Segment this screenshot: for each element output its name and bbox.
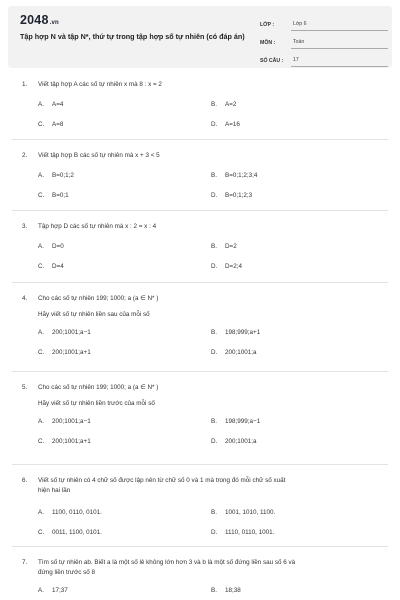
option-text: D=2;4 bbox=[225, 263, 242, 270]
option-text: 1110, 0110, 1001. bbox=[225, 529, 275, 536]
answer-option-b[interactable] bbox=[211, 171, 257, 181]
answer-option-b[interactable] bbox=[211, 100, 236, 110]
option-text: B=0;1;2 bbox=[52, 172, 74, 179]
question-number: 4. bbox=[22, 295, 28, 302]
meta-label: LỚP : bbox=[260, 22, 275, 28]
question-text bbox=[22, 294, 378, 304]
question-divider bbox=[12, 139, 388, 140]
question-line: Hãy viết số tự nhiên liền sau của mỗi số bbox=[38, 311, 150, 318]
option-text: D=2 bbox=[225, 243, 237, 250]
meta-label: SỐ CÂU : bbox=[260, 58, 284, 64]
question-number: 3. bbox=[22, 223, 28, 230]
meta-value: 17 bbox=[291, 57, 388, 67]
question-text bbox=[22, 80, 378, 90]
option-text: 1001, 1010, 1100. bbox=[225, 509, 276, 516]
logo-suffix: .vn bbox=[49, 20, 59, 26]
question-number: 6. bbox=[22, 477, 28, 484]
question-text bbox=[22, 476, 378, 486]
question-text bbox=[22, 151, 378, 161]
option-text: A=2 bbox=[225, 101, 237, 108]
option-letter: D. bbox=[211, 121, 218, 128]
option-letter: B. bbox=[211, 509, 217, 516]
option-letter: A. bbox=[38, 418, 44, 425]
question-subtext bbox=[22, 310, 378, 320]
question-subtext bbox=[22, 486, 378, 496]
meta-row-count bbox=[260, 49, 388, 67]
answer-option-a[interactable] bbox=[38, 100, 63, 110]
option-letter: A. bbox=[38, 172, 44, 179]
option-letter: D. bbox=[211, 263, 218, 270]
answer-option-c[interactable] bbox=[38, 262, 64, 272]
option-text: A=8 bbox=[52, 121, 64, 128]
option-letter: A. bbox=[38, 243, 44, 250]
option-letter: C. bbox=[38, 349, 45, 356]
option-letter: D. bbox=[211, 438, 218, 445]
option-text: B=0;1 bbox=[52, 192, 69, 199]
document-header bbox=[8, 6, 392, 68]
option-text: 200;1001;a−1 bbox=[52, 329, 91, 336]
answer-option-d[interactable] bbox=[211, 120, 240, 130]
answer-option-a[interactable] bbox=[38, 242, 64, 252]
question-number: 1. bbox=[22, 81, 28, 88]
answer-option-c[interactable] bbox=[38, 191, 69, 201]
question-divider bbox=[12, 371, 388, 372]
question-number: 5. bbox=[22, 384, 28, 391]
answer-option-b[interactable] bbox=[211, 242, 237, 252]
answer-option-d[interactable] bbox=[211, 437, 257, 447]
meta-value: Lớp 6 bbox=[291, 21, 388, 31]
answer-option-a[interactable] bbox=[38, 171, 74, 181]
option-text: 200;1001;a bbox=[225, 438, 257, 445]
option-text: 1100, 0110, 0101. bbox=[52, 509, 102, 516]
option-letter: C. bbox=[38, 263, 45, 270]
option-text: A=16 bbox=[225, 121, 240, 128]
logo-main: 2048 bbox=[20, 13, 49, 27]
option-text: 200;1001;a+1 bbox=[52, 438, 91, 445]
option-letter: B. bbox=[211, 243, 217, 250]
answer-option-c[interactable] bbox=[38, 528, 102, 538]
option-text: 200;1001;a−1 bbox=[52, 418, 91, 425]
answer-option-d[interactable] bbox=[211, 348, 257, 358]
question-line: Viết số tự nhiên có 4 chữ số được lập nên từ chữ số 0 và 1 mà trong đó mỗi chữ số xuất bbox=[38, 477, 286, 484]
option-letter: D. bbox=[211, 529, 218, 536]
question-line: Viết tập hợp A các số tự nhiên x mà 8 : x = 2 bbox=[38, 81, 162, 88]
question-line: Cho các số tự nhiên 199; 1000; a (a ∈ N* ) bbox=[38, 295, 159, 302]
question-divider bbox=[12, 210, 388, 211]
option-text: 200;1001;a+1 bbox=[52, 349, 91, 356]
question-line: Hãy viết số tự nhiên liền trước của mỗi số bbox=[38, 400, 155, 407]
option-letter: D. bbox=[211, 192, 218, 199]
question-divider bbox=[12, 464, 388, 465]
answer-option-c[interactable] bbox=[38, 348, 91, 358]
option-letter: A. bbox=[38, 509, 44, 516]
question-line: Cho các số tự nhiên 199; 1000; a (a ∈ N* ) bbox=[38, 384, 159, 391]
option-text: D=0 bbox=[52, 243, 64, 250]
option-letter: C. bbox=[38, 192, 45, 199]
site-logo[interactable] bbox=[20, 13, 59, 27]
question-number: 2. bbox=[22, 152, 28, 159]
option-letter: B. bbox=[211, 587, 217, 594]
option-letter: C. bbox=[38, 529, 45, 536]
option-text: 18;38 bbox=[225, 587, 241, 594]
option-letter: C. bbox=[38, 121, 45, 128]
question-line: đứng liền trước số 8 bbox=[38, 569, 96, 576]
question-subtext bbox=[22, 399, 378, 409]
option-text: A=4 bbox=[52, 101, 64, 108]
option-text: D=4 bbox=[52, 263, 64, 270]
option-letter: A. bbox=[38, 329, 44, 336]
document-meta bbox=[260, 13, 388, 67]
answer-option-d[interactable] bbox=[211, 262, 242, 272]
question-line: Tập hợp D các số tự nhiên mà x : 2 = x : 4 bbox=[38, 223, 157, 230]
option-letter: B. bbox=[211, 329, 217, 336]
option-letter: B. bbox=[211, 172, 217, 179]
answer-option-b[interactable] bbox=[211, 328, 260, 338]
question-subtext bbox=[22, 568, 378, 578]
question-text bbox=[22, 222, 378, 232]
option-text: 200;1001;a bbox=[225, 349, 257, 356]
answer-option-b[interactable] bbox=[211, 417, 260, 427]
document-title: Tập hợp N và tập N*, thứ tự trong tập hợp số tự nhiên (có đáp án) bbox=[20, 32, 245, 41]
meta-row-subject bbox=[260, 31, 388, 49]
option-letter: B. bbox=[211, 101, 217, 108]
answer-option-a[interactable] bbox=[38, 328, 91, 338]
meta-label: MÔN : bbox=[260, 40, 276, 46]
option-text: B=0;1;2;3 bbox=[225, 192, 253, 199]
answer-option-d[interactable] bbox=[211, 191, 252, 201]
option-letter: B. bbox=[211, 418, 217, 425]
answer-option-a[interactable] bbox=[38, 417, 91, 427]
question-text bbox=[22, 383, 378, 393]
question-divider bbox=[12, 546, 388, 547]
answer-option-a[interactable] bbox=[38, 586, 68, 596]
meta-row-class bbox=[260, 13, 388, 31]
option-letter: A. bbox=[38, 587, 44, 594]
question-number: 7. bbox=[22, 559, 28, 566]
option-letter: A. bbox=[38, 101, 44, 108]
option-letter: D. bbox=[211, 349, 218, 356]
answer-option-c[interactable] bbox=[38, 120, 63, 130]
option-text: 198;999;a−1 bbox=[225, 418, 261, 425]
question-line: hiện hai lần bbox=[38, 487, 71, 494]
answer-option-b[interactable] bbox=[211, 508, 275, 518]
question-text bbox=[22, 558, 378, 568]
option-text: B=0;1;2;3;4 bbox=[225, 172, 258, 179]
meta-value: Toán bbox=[291, 39, 388, 49]
answer-option-b[interactable] bbox=[211, 586, 241, 596]
option-text: 198;999;a+1 bbox=[225, 329, 261, 336]
option-text: 17;37 bbox=[52, 587, 68, 594]
answer-option-a[interactable] bbox=[38, 508, 102, 518]
answer-option-c[interactable] bbox=[38, 437, 91, 447]
question-divider bbox=[12, 282, 388, 283]
question-line: Viết tập hợp B các số tự nhiên mà x + 3 < 5 bbox=[38, 152, 160, 159]
answer-option-d[interactable] bbox=[211, 528, 274, 538]
option-text: 0011, 1100, 0101. bbox=[52, 529, 102, 536]
option-letter: C. bbox=[38, 438, 45, 445]
question-line: Tìm số tự nhiên ab. Biết a là một số lẻ không lớn hơn 3 và b là một số đứng liền sau số 6 và bbox=[38, 559, 296, 566]
